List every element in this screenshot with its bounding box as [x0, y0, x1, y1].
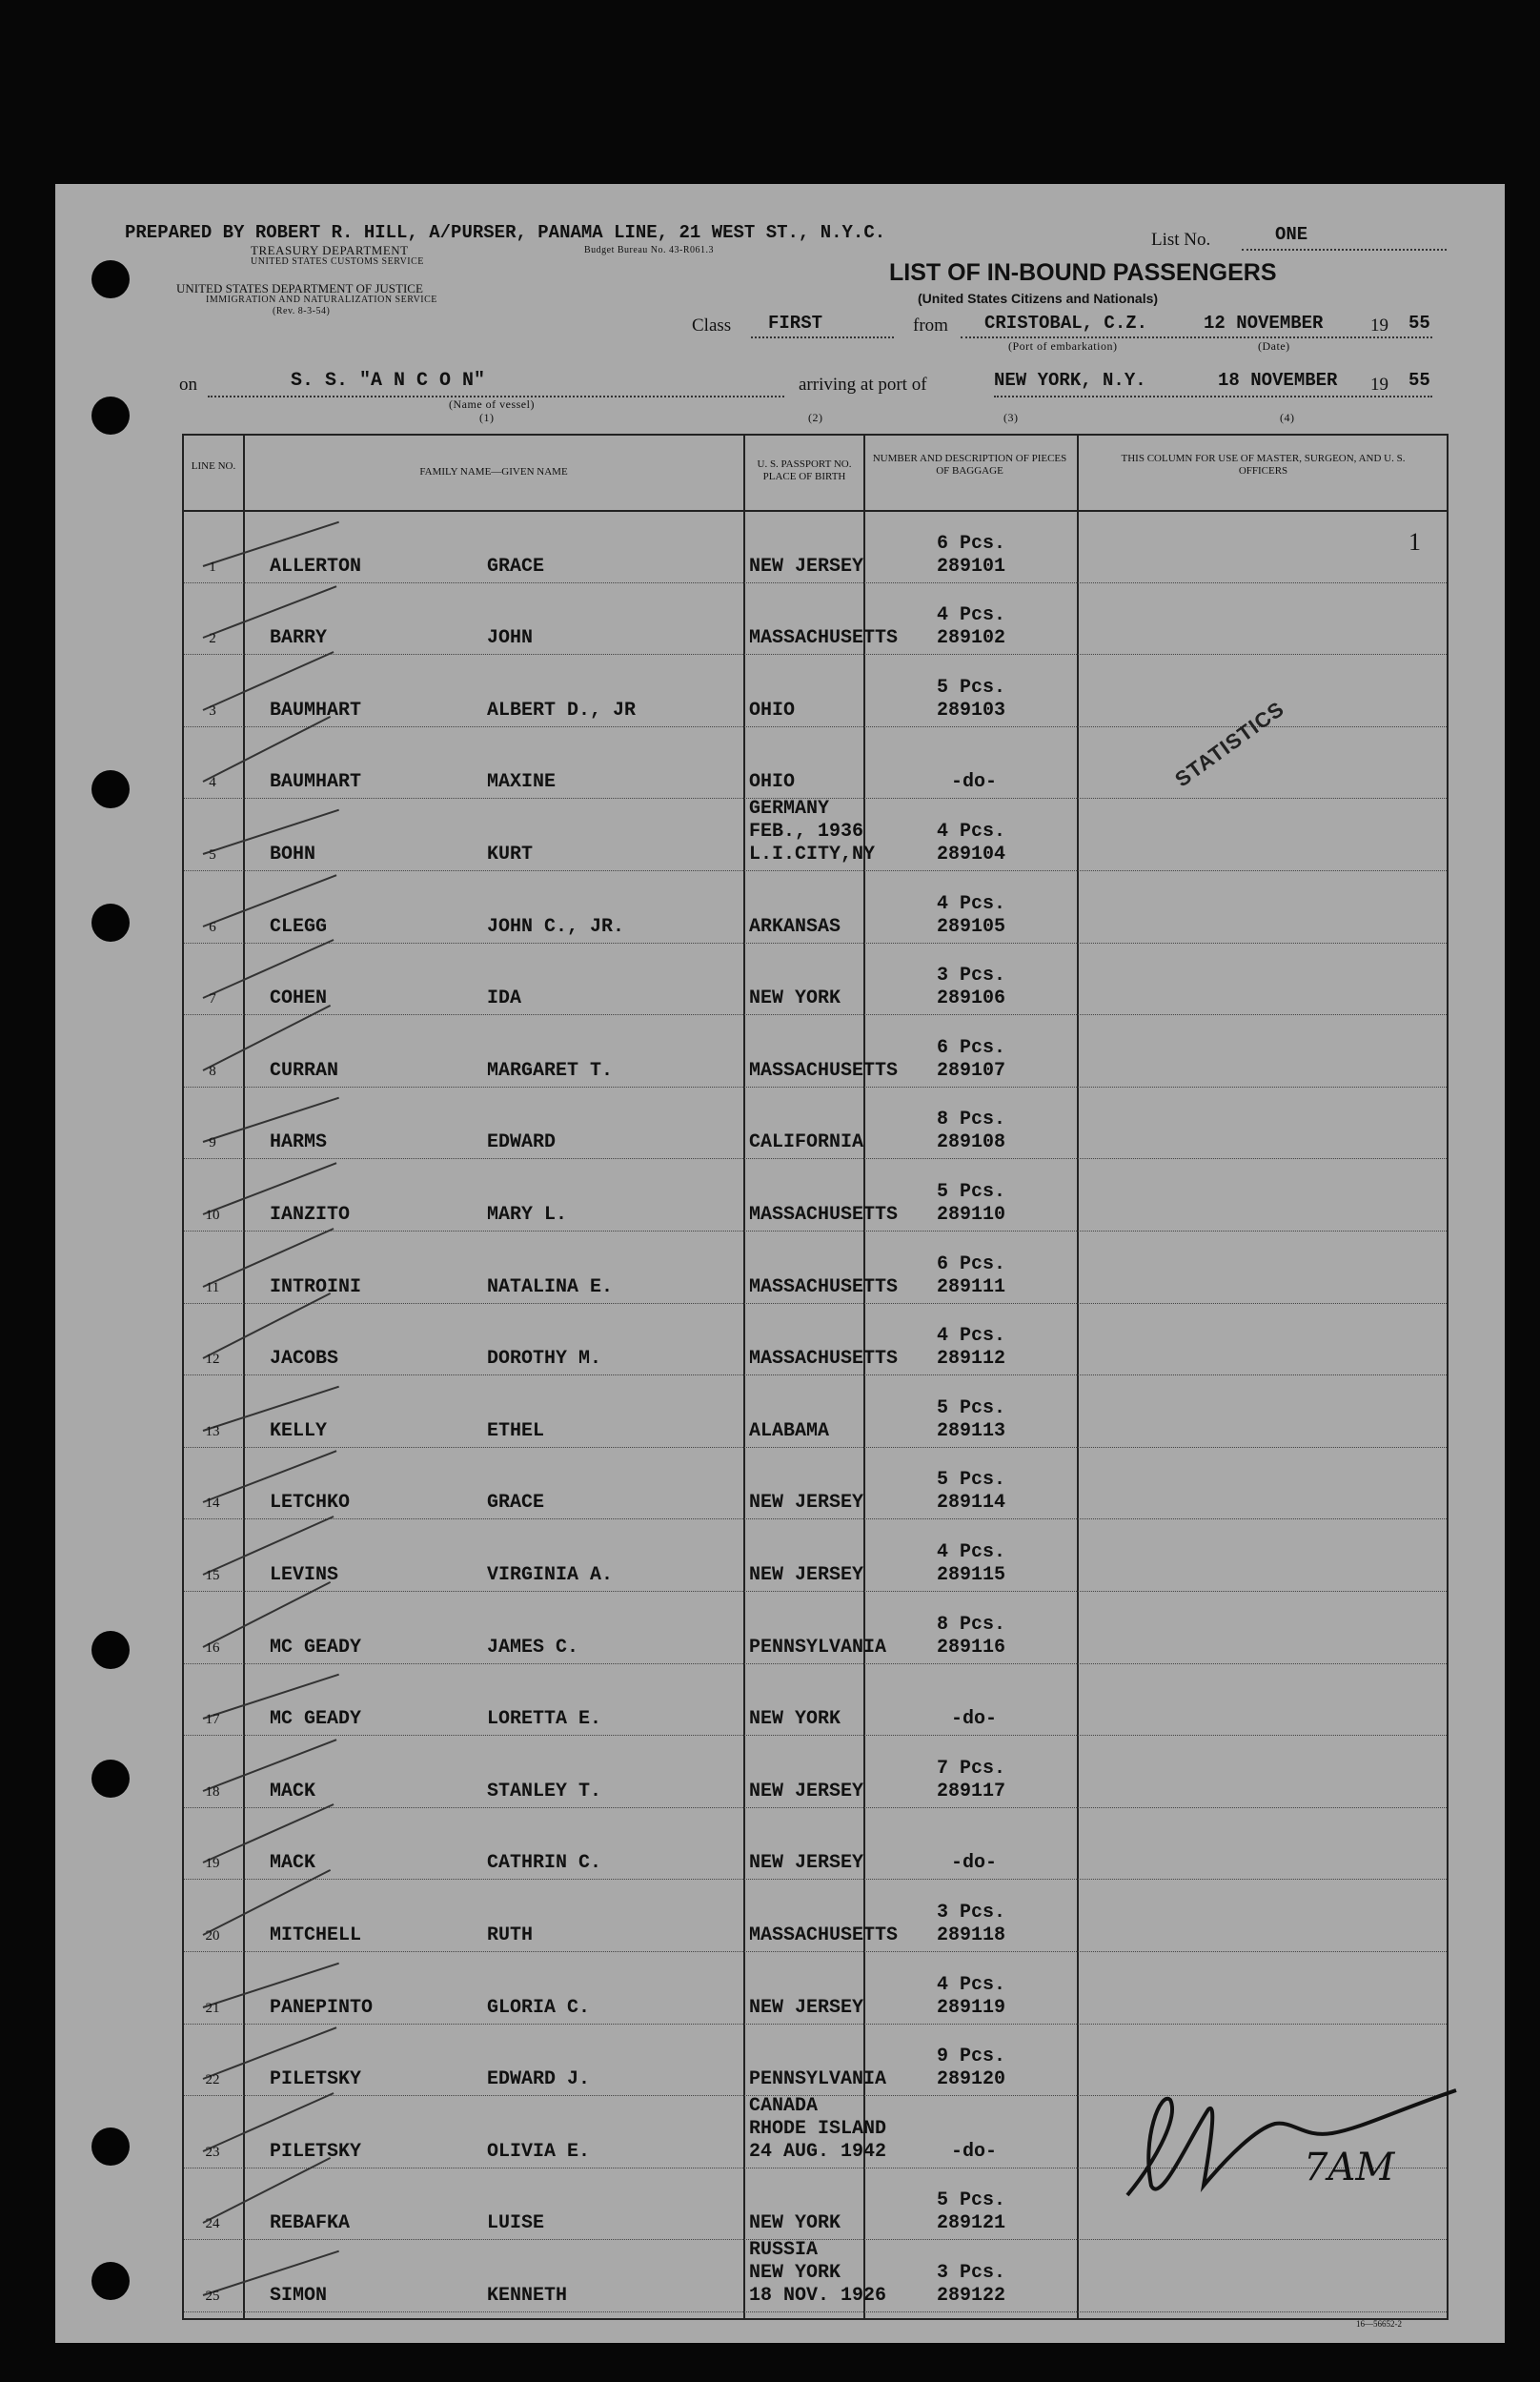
class-label: Class — [692, 316, 732, 336]
given-name: ETHEL — [487, 1419, 545, 1442]
given-name: IDA — [487, 987, 522, 1010]
baggage: 4 Pcs. — [937, 1973, 1006, 1996]
list-no-value: ONE — [1275, 224, 1308, 245]
given-name: ALBERT D., JR — [487, 699, 637, 722]
table-row — [184, 1160, 1447, 1232]
table-row — [184, 1665, 1447, 1738]
place-of-birth: GERMANY — [749, 798, 830, 820]
family-name: INTROINI — [270, 1275, 362, 1298]
table-row — [184, 1449, 1447, 1521]
place-of-birth: FEB., 1936 — [749, 820, 864, 843]
place-of-birth: NEW JERSEY — [749, 1563, 864, 1586]
punch-hole — [91, 260, 130, 298]
baggage: 3 Pcs. — [937, 965, 1006, 987]
vessel-name: S. S. "A N C O N" — [291, 370, 486, 392]
header-name: FAMILY NAME—GIVEN NAME — [419, 466, 568, 478]
family-name: BAUMHART — [270, 699, 362, 722]
line-number: 9 — [209, 1135, 216, 1151]
family-name: BARRY — [270, 627, 328, 650]
family-name: MACK — [270, 1852, 316, 1875]
baggage: 289107 — [937, 1059, 1006, 1082]
line-number: 8 — [209, 1063, 216, 1079]
line-number: 7 — [209, 991, 216, 1008]
punch-hole — [91, 1760, 130, 1798]
baggage: 6 Pcs. — [937, 532, 1006, 555]
line-number: 10 — [205, 1207, 220, 1223]
prepared-by-line: PREPARED BY ROBERT R. HILL, A/PURSER, PANAMA LINE, 21 WEST ST., N.Y.C. — [125, 222, 886, 243]
family-name: MC GEADY — [270, 1636, 362, 1659]
baggage: 289116 — [937, 1636, 1006, 1659]
place-of-birth: NEW YORK — [749, 2212, 841, 2235]
line-number: 15 — [205, 1567, 220, 1583]
form-subtitle: (United States Citizens and Nationals) — [918, 291, 1159, 306]
baggage: 289121 — [937, 2212, 1006, 2235]
baggage: 289119 — [937, 1996, 1006, 2019]
given-name: OLIVIA E. — [487, 2140, 591, 2163]
place-of-birth: 18 NOV. 1926 — [749, 2284, 887, 2307]
depart-date: 12 NOVEMBER — [1204, 313, 1324, 334]
given-name: VIRGINIA A. — [487, 1563, 614, 1586]
table-row — [184, 1737, 1447, 1809]
ins-service: IMMIGRATION AND NATURALIZATION SERVICE — [206, 295, 437, 305]
baggage: 289101 — [937, 555, 1006, 578]
treasury-dept: TREASURY DEPARTMENT — [251, 243, 409, 257]
col-ref-4: (4) — [1280, 411, 1295, 424]
given-name: LORETTA E. — [487, 1708, 602, 1731]
justice-dept: UNITED STATES DEPARTMENT OF JUSTICE — [176, 281, 423, 295]
given-name: KENNETH — [487, 2284, 568, 2307]
baggage: 4 Pcs. — [937, 892, 1006, 915]
baggage: -do- — [951, 2140, 998, 2163]
table-row — [184, 512, 1447, 584]
given-name: RUTH — [487, 1924, 534, 1946]
baggage: -do- — [951, 1852, 998, 1875]
given-name: MAXINE — [487, 771, 557, 794]
given-name: EDWARD J. — [487, 2068, 591, 2091]
family-name: BOHN — [270, 843, 316, 865]
line-number: 1 — [209, 559, 216, 575]
given-name: JOHN — [487, 627, 534, 650]
place-of-birth: ARKANSAS — [749, 915, 841, 938]
given-name: MARGARET T. — [487, 1059, 614, 1082]
baggage: 289102 — [937, 627, 1006, 650]
table-row — [184, 584, 1447, 657]
baggage: 289108 — [937, 1131, 1006, 1154]
table-row — [184, 945, 1447, 1017]
baggage: 5 Pcs. — [937, 1180, 1006, 1203]
baggage: 3 Pcs. — [937, 1901, 1006, 1924]
col-ref-1: (1) — [479, 411, 495, 424]
family-name: PILETSKY — [270, 2140, 362, 2163]
baggage: 4 Pcs. — [937, 1325, 1006, 1348]
place-of-birth: PENNSYLVANIA — [749, 2068, 887, 2091]
family-name: KELLY — [270, 1419, 328, 1442]
given-name: MARY L. — [487, 1203, 568, 1226]
revision: (Rev. 8-3-54) — [273, 306, 331, 316]
line-number: 14 — [205, 1496, 220, 1512]
line-number: 21 — [205, 2000, 220, 2016]
place-of-birth: PENNSYLVANIA — [749, 1636, 887, 1659]
place-of-birth: NEW YORK — [749, 987, 841, 1010]
punch-hole — [91, 1631, 130, 1669]
signature-time: 7AM — [1304, 2146, 1395, 2189]
punch-hole — [91, 770, 130, 808]
line-number: 17 — [205, 1712, 220, 1728]
family-name: PILETSKY — [270, 2068, 362, 2091]
line-number: 11 — [205, 1279, 220, 1295]
place-of-birth: MASSACHUSETTS — [749, 627, 899, 650]
given-name: JAMES C. — [487, 1636, 579, 1659]
baggage: 3 Pcs. — [937, 2261, 1006, 2284]
place-of-birth: NEW JERSEY — [749, 1996, 864, 2019]
line-number: 25 — [205, 2288, 220, 2304]
place-of-birth: MASSACHUSETTS — [749, 1059, 899, 1082]
baggage: 4 Pcs. — [937, 820, 1006, 843]
line-number: 4 — [209, 775, 216, 791]
place-of-birth: NEW YORK — [749, 2261, 841, 2284]
depart-year: 55 — [1408, 313, 1430, 334]
place-of-birth: CALIFORNIA — [749, 1131, 864, 1154]
given-name: JOHN C., JR. — [487, 915, 625, 938]
punch-hole — [91, 904, 130, 942]
place-of-birth: MASSACHUSETTS — [749, 1203, 899, 1226]
baggage: 5 Pcs. — [937, 676, 1006, 699]
place-of-birth: OHIO — [749, 699, 796, 722]
family-name: LEVINS — [270, 1563, 339, 1586]
line-number: 19 — [205, 1856, 220, 1872]
place-of-birth: ALABAMA — [749, 1419, 830, 1442]
baggage: 7 Pcs. — [937, 1757, 1006, 1780]
baggage: 6 Pcs. — [937, 1252, 1006, 1275]
year-prefix: 19 — [1370, 316, 1388, 336]
table-row — [184, 1305, 1447, 1377]
given-name: DOROTHY M. — [487, 1348, 602, 1371]
line-number: 18 — [205, 1783, 220, 1800]
vessel-caption: (Name of vessel) — [449, 397, 535, 411]
family-name: MITCHELL — [270, 1924, 362, 1946]
officer-note: 1 — [1408, 528, 1421, 556]
baggage: 289105 — [937, 915, 1006, 938]
family-name: CURRAN — [270, 1059, 339, 1082]
place-of-birth: NEW JERSEY — [749, 1780, 864, 1802]
family-name: JACOBS — [270, 1348, 339, 1371]
baggage: 4 Pcs. — [937, 1540, 1006, 1563]
place-of-birth: NEW JERSEY — [749, 1852, 864, 1875]
baggage: 289113 — [937, 1419, 1006, 1442]
baggage: 8 Pcs. — [937, 1109, 1006, 1131]
baggage: 289110 — [937, 1203, 1006, 1226]
table-row — [184, 2241, 1447, 2313]
place-of-birth: NEW JERSEY — [749, 1492, 864, 1515]
family-name: ALLERTON — [270, 555, 362, 578]
line-number: 20 — [205, 1927, 220, 1944]
from-label: from — [913, 316, 948, 336]
table-row — [184, 1809, 1447, 1882]
family-name: BAUMHART — [270, 771, 362, 794]
given-name: KURT — [487, 843, 534, 865]
line-number: 13 — [205, 1423, 220, 1439]
given-name: LUISE — [487, 2212, 545, 2235]
table-row — [184, 872, 1447, 945]
baggage: 289112 — [937, 1348, 1006, 1371]
baggage: 289120 — [937, 2068, 1006, 2091]
form-title: LIST OF IN-BOUND PASSENGERS — [889, 259, 1277, 286]
arrival-date: 18 NOVEMBER — [1218, 370, 1338, 391]
baggage: 289103 — [937, 699, 1006, 722]
customs-service: UNITED STATES CUSTOMS SERVICE — [251, 256, 424, 267]
baggage: 4 Pcs. — [937, 604, 1006, 627]
place-of-birth: RUSSIA — [749, 2239, 819, 2261]
baggage: 5 Pcs. — [937, 2189, 1006, 2212]
port-caption: (Port of embarkation) — [1008, 339, 1118, 353]
table-row — [184, 1593, 1447, 1665]
table-row — [184, 1520, 1447, 1593]
place-of-birth: CANADA — [749, 2094, 819, 2117]
col-ref-2: (2) — [808, 411, 823, 424]
line-number: 3 — [209, 702, 216, 719]
place-of-birth: L.I.CITY,NY — [749, 843, 876, 865]
punch-hole — [91, 2128, 130, 2166]
col-ref-3: (3) — [1003, 411, 1019, 424]
place-of-birth: OHIO — [749, 771, 796, 794]
header-baggage: NUMBER AND DESCRIPTION OF PIECES OF BAGGAGE — [872, 453, 1067, 477]
place-of-birth: MASSACHUSETTS — [749, 1275, 899, 1298]
header-officers: THIS COLUMN FOR USE OF MASTER, SURGEON, AND U. S. OFFICERS — [1121, 453, 1406, 477]
baggage: 289118 — [937, 1924, 1006, 1946]
given-name: GLORIA C. — [487, 1996, 591, 2019]
place-of-birth: 24 AUG. 1942 — [749, 2140, 887, 2163]
baggage: 6 Pcs. — [937, 1036, 1006, 1059]
baggage: -do- — [951, 1708, 998, 1731]
arrival-port: NEW YORK, N.Y. — [994, 370, 1146, 391]
class-value: FIRST — [768, 313, 823, 334]
family-name: COHEN — [270, 987, 328, 1010]
budget-bureau: Budget Bureau No. 43-R061.3 — [584, 245, 714, 255]
line-number: 12 — [205, 1352, 220, 1368]
place-of-birth: NEW YORK — [749, 1708, 841, 1731]
baggage: 289106 — [937, 987, 1006, 1010]
list-no-label: List No. — [1151, 230, 1211, 250]
table-row — [184, 1232, 1447, 1305]
manifest-page — [55, 184, 1505, 2343]
place-of-birth: RHODE ISLAND — [749, 2117, 887, 2140]
from-value: CRISTOBAL, C.Z. — [984, 313, 1148, 334]
line-number: 22 — [205, 2072, 220, 2088]
table-row — [184, 1881, 1447, 1953]
table-row — [184, 800, 1447, 872]
family-name: SIMON — [270, 2284, 328, 2307]
official-signature — [1113, 2081, 1475, 2224]
baggage: 5 Pcs. — [937, 1469, 1006, 1492]
line-number: 2 — [209, 631, 216, 647]
place-of-birth: NEW JERSEY — [749, 555, 864, 578]
statistics-stamp: STATISTICS — [1170, 696, 1289, 792]
line-number: 6 — [209, 919, 216, 935]
baggage: 8 Pcs. — [937, 1613, 1006, 1636]
given-name: GRACE — [487, 1492, 545, 1515]
family-name: CLEGG — [270, 915, 328, 938]
given-name: STANLEY T. — [487, 1780, 602, 1802]
baggage: 9 Pcs. — [937, 2046, 1006, 2068]
arrival-year-prefix: 19 — [1370, 375, 1388, 395]
place-of-birth: MASSACHUSETTS — [749, 1924, 899, 1946]
given-name: NATALINA E. — [487, 1275, 614, 1298]
family-name: IANZITO — [270, 1203, 351, 1226]
given-name: CATHRIN C. — [487, 1852, 602, 1875]
family-name: LETCHKO — [270, 1492, 351, 1515]
header-line-no: LINE NO. — [191, 460, 236, 472]
line-number: 5 — [209, 846, 216, 863]
punch-hole — [91, 2262, 130, 2300]
baggage: -do- — [951, 771, 998, 794]
line-number: 16 — [205, 1639, 220, 1656]
punch-hole — [91, 397, 130, 435]
family-name: HARMS — [270, 1131, 328, 1154]
baggage: 289122 — [937, 2284, 1006, 2307]
baggage: 289115 — [937, 1563, 1006, 1586]
baggage: 289114 — [937, 1492, 1006, 1515]
given-name: EDWARD — [487, 1131, 557, 1154]
arrival-year: 55 — [1408, 370, 1430, 391]
place-of-birth: MASSACHUSETTS — [749, 1348, 899, 1371]
table-row — [184, 1376, 1447, 1449]
family-name: MC GEADY — [270, 1708, 362, 1731]
line-number: 24 — [205, 2216, 220, 2232]
line-number: 23 — [205, 2144, 220, 2160]
family-name: REBAFKA — [270, 2212, 351, 2235]
table-row — [184, 1953, 1447, 2026]
family-name: PANEPINTO — [270, 1996, 374, 2019]
form-number: 16—56652-2 — [1356, 2319, 1402, 2329]
baggage: 289117 — [937, 1780, 1006, 1802]
header-passport: U. S. PASSPORT NO. PLACE OF BIRTH — [757, 458, 852, 482]
on-label: on — [179, 375, 197, 395]
baggage: 289104 — [937, 843, 1006, 865]
baggage: 289111 — [937, 1275, 1006, 1298]
family-name: MACK — [270, 1780, 316, 1802]
given-name: GRACE — [487, 555, 545, 578]
table-row — [184, 1016, 1447, 1089]
arriving-label: arriving at port of — [799, 375, 927, 395]
baggage: 5 Pcs. — [937, 1396, 1006, 1419]
table-row — [184, 1089, 1447, 1161]
date-caption: (Date) — [1258, 339, 1290, 353]
